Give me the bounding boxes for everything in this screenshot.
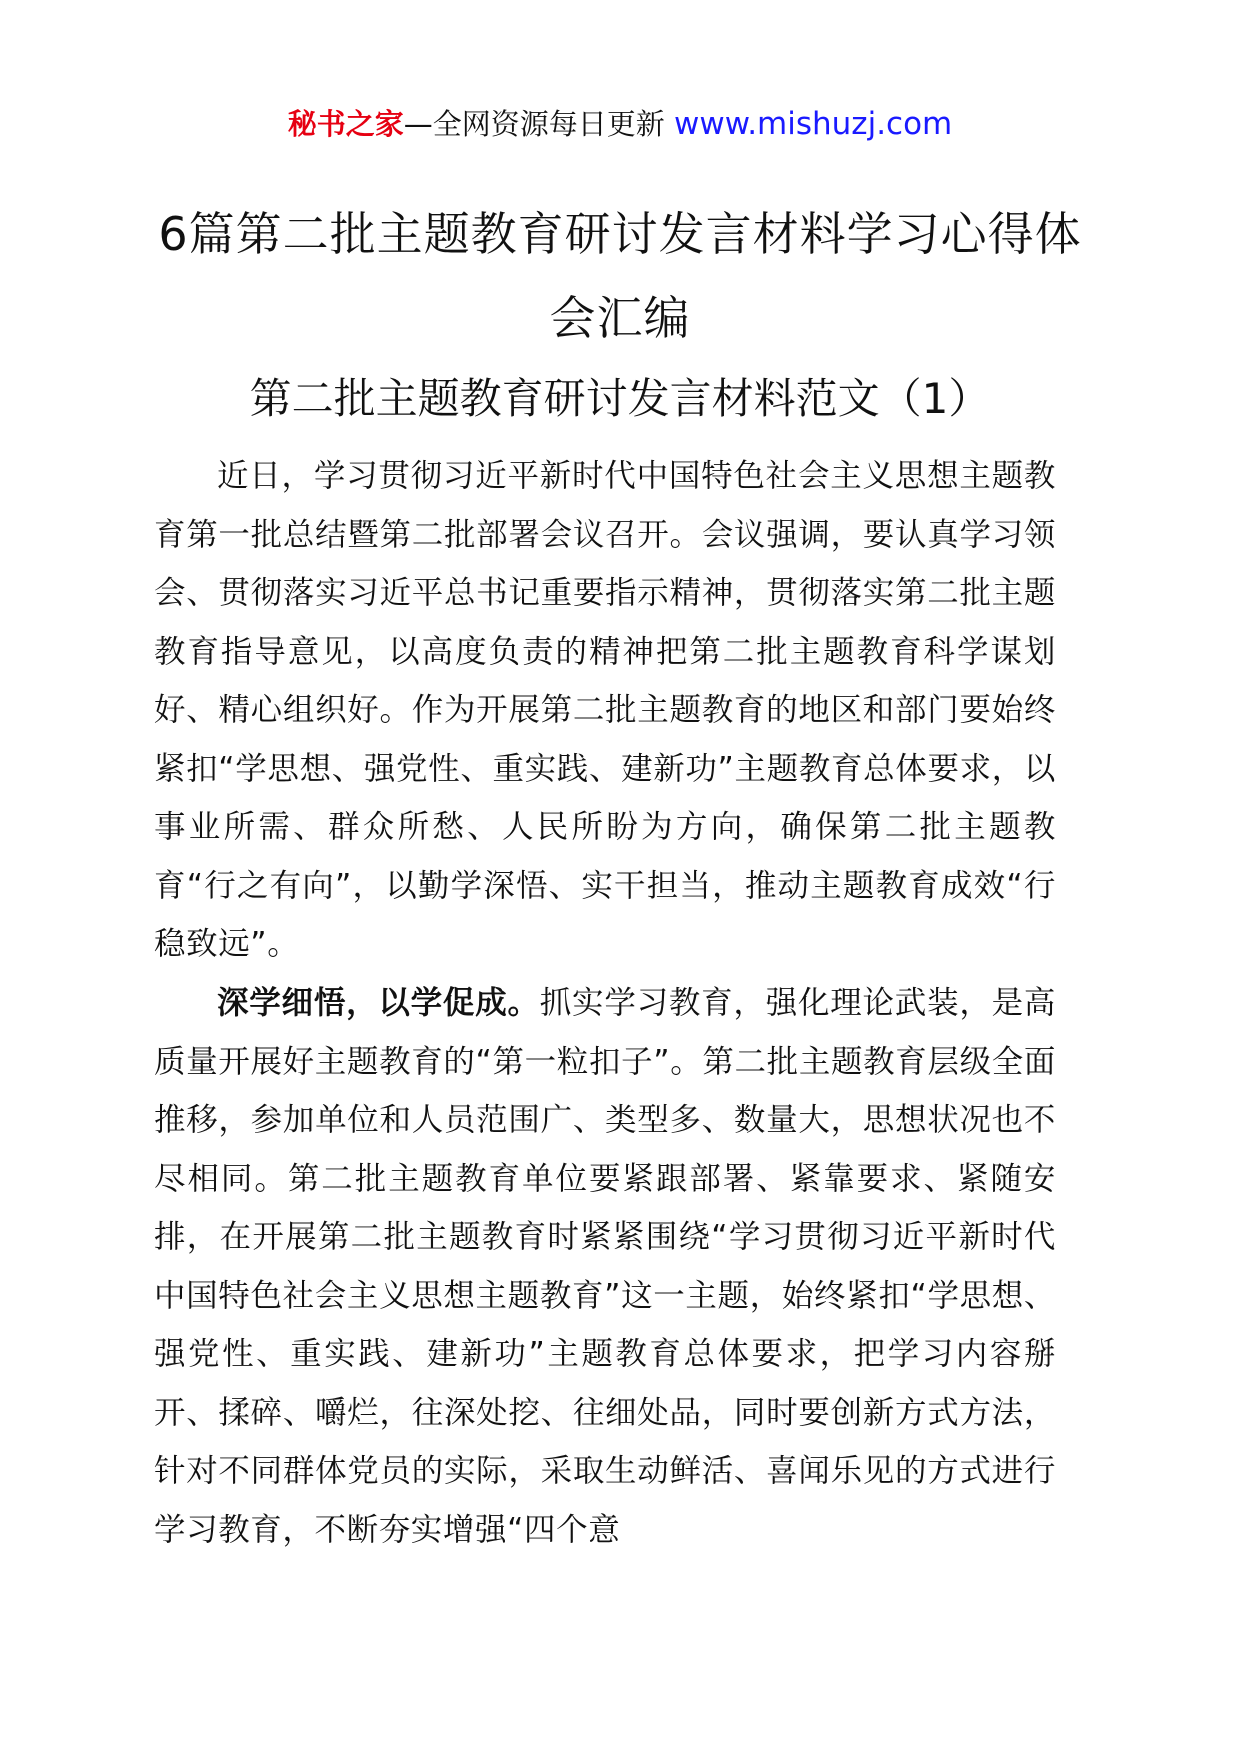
section-subtitle: 第二批主题教育研讨发言材料范文（1）: [249, 374, 991, 423]
paragraph-text: 抓实学习教育，强化理论武装，是高质量开展好主题教育的“第一粒扣子”。第二批主题教育层级全面推移，参加单位和人员范围广、类型多、数量大，思想状况也不尽相同。第二批主题教育单位要紧跟部署、紧靠要求、紧随安排，在开展第二批主题教育时紧紧围绕“学习贯彻习近平新时代中国特色社会主义思想主题教育”这一主题，始终紧扣“学思想、强党性、重实践、建新功”主题教育总体要求，把学习内容掰开、揉碎、嚼烂，往深处挖、往细处品，同时要创新方式方法，针对不同群体党员的实际，采取生动鲜活、喜闻乐见的方式进行学习教育，不断夯实增强“四个意: [154, 985, 1056, 1548]
brand-name: 秘书之家: [287, 107, 404, 141]
body-paragraph: [154, 974, 1056, 1559]
document-title: 6篇第二批主题教育研讨发言材料学习心得体会汇编: [158, 207, 1082, 345]
site-header: [0, 104, 1240, 144]
site-url-link[interactable]: www.mishuzj.com: [673, 106, 953, 142]
header-tagline: —全网资源每日更新: [403, 107, 665, 141]
body-paragraph: 近日，学习贯彻习近平新时代中国特色社会主义思想主题教育第一批总结暨第二批部署会议召开。会议强调，要认真学习领会、贯彻落实习近平总书记重要指示精神，贯彻落实第二批主题教育指导意见，以高度负责的精神把第二批主题教育科学谋划好、精心组织好。作为开展第二批主题教育的地区和部门要始终紧扣“学思想、强党性、重实践、建新功”主题教育总体要求，以事业所需、群众所愁、人民所盼为方向，确保第二批主题教育“行之有向”，以勤学深悟、实干担当，推动主题教育成效“行稳致远”。: [154, 458, 1056, 962]
paragraph-lead: 深学细悟，以学促成。: [217, 985, 540, 1021]
